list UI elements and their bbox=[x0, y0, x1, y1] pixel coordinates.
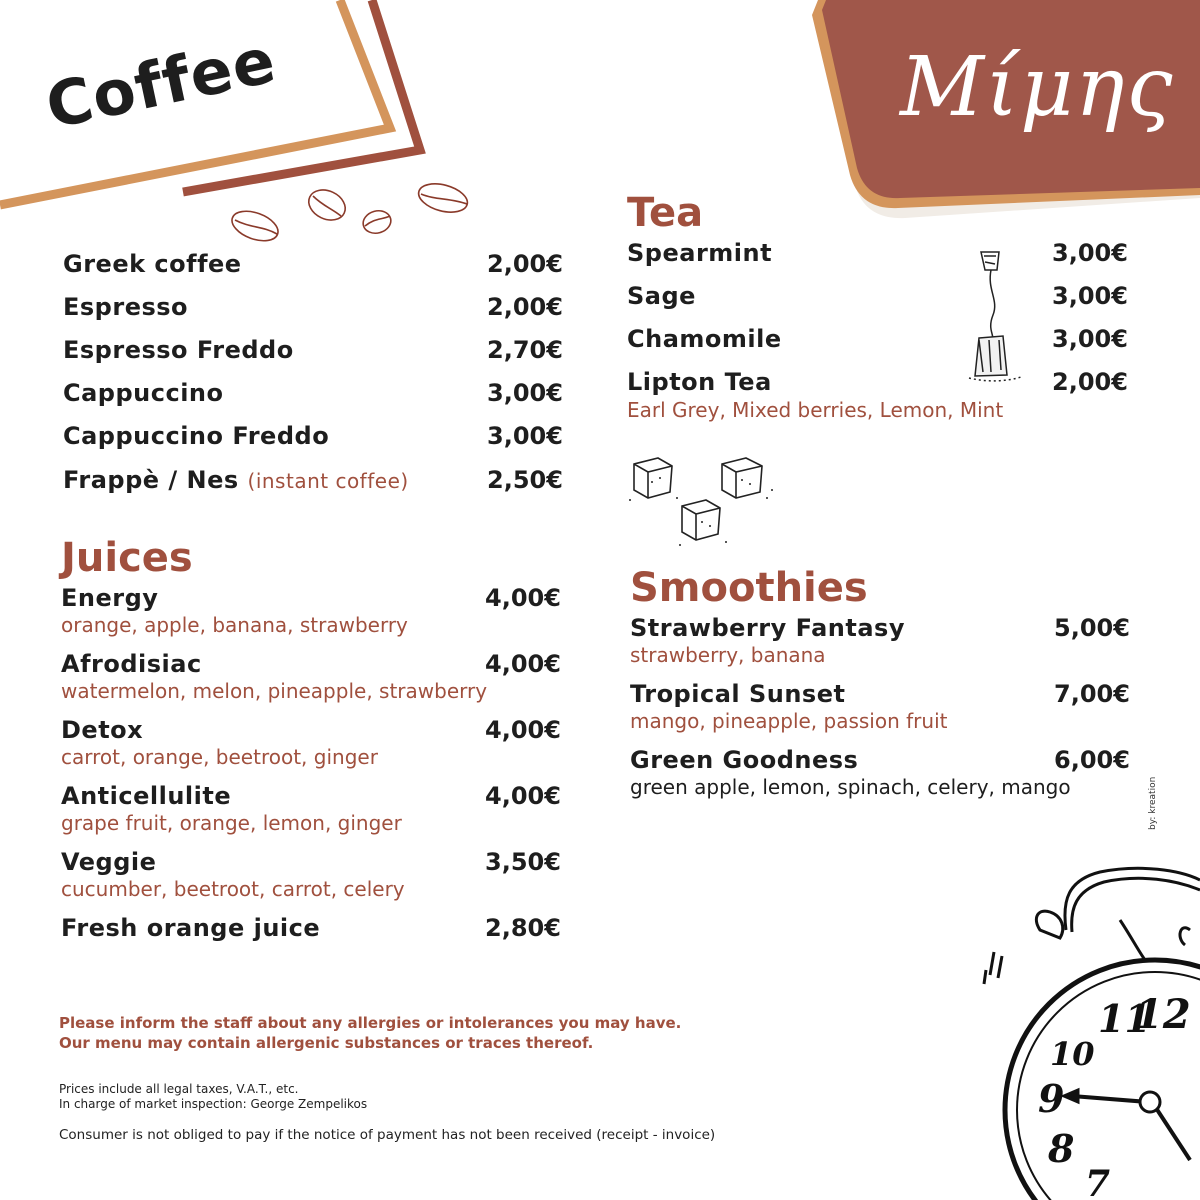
coffee-item-name: Espresso bbox=[63, 293, 189, 321]
tea-item-price: 2,00€ bbox=[1052, 368, 1128, 396]
juices-title: Juices bbox=[61, 535, 193, 581]
smoothie-item-desc: mango, pineapple, passion fruit bbox=[630, 709, 948, 733]
coffee-title: Coffee bbox=[39, 23, 283, 144]
coffee-beans-icon bbox=[225, 178, 475, 248]
coffee-item-name: Espresso Freddo bbox=[63, 336, 294, 364]
svg-text:10: 10 bbox=[1050, 1035, 1095, 1073]
juice-item-desc: cucumber, beetroot, carrot, celery bbox=[61, 877, 405, 901]
smoothie-item-name: Strawberry Fantasy bbox=[630, 614, 905, 642]
juice-item-desc: grape fruit, orange, lemon, ginger bbox=[61, 811, 402, 835]
svg-text:9: 9 bbox=[1038, 1076, 1065, 1121]
coffee-item-price: 2,70€ bbox=[487, 336, 563, 364]
smoothie-item-name: Tropical Sunset bbox=[630, 680, 846, 708]
juice-item-name: Detox bbox=[61, 716, 144, 744]
juice-item-desc: orange, apple, banana, strawberry bbox=[61, 613, 408, 637]
tea-item-price: 3,00€ bbox=[1052, 239, 1128, 267]
alarm-clock-icon bbox=[980, 860, 1200, 1200]
smoothie-item-price: 7,00€ bbox=[1054, 680, 1130, 708]
juice-item-name: Fresh orange juice bbox=[61, 914, 321, 942]
smoothie-item-desc: strawberry, banana bbox=[630, 643, 826, 667]
coffee-item-frappe bbox=[63, 466, 409, 494]
smoothies-title: Smoothies bbox=[630, 565, 868, 611]
coffee-item-price: 3,00€ bbox=[487, 422, 563, 450]
juice-item-name: Veggie bbox=[61, 848, 157, 876]
coffee-item-name: Greek coffee bbox=[63, 250, 242, 278]
tea-item-name: Spearmint bbox=[627, 239, 773, 267]
tea-item-name: Sage bbox=[627, 282, 696, 310]
coffee-item-name: Cappuccino bbox=[63, 379, 224, 407]
juice-item-price: 4,00€ bbox=[485, 716, 561, 744]
tea-bag-icon bbox=[965, 240, 1025, 385]
sugar-cubes-icon bbox=[622, 450, 782, 555]
allergy-line-1: Please inform the staff about any allergies or intolerances you may have. bbox=[59, 1014, 682, 1032]
juice-item-price: 3,50€ bbox=[485, 848, 561, 876]
tea-item-name: Chamomile bbox=[627, 325, 782, 353]
juice-item-price: 4,00€ bbox=[485, 650, 561, 678]
juice-item-desc: carrot, orange, beetroot, ginger bbox=[61, 745, 378, 769]
coffee-item-price: 3,00€ bbox=[487, 379, 563, 407]
legal-line-2: In charge of market inspection: George Zempelikos bbox=[59, 1097, 368, 1111]
tea-item-price: 3,00€ bbox=[1052, 282, 1128, 310]
tea-item-price: 3,00€ bbox=[1052, 325, 1128, 353]
juice-item-name: Energy bbox=[61, 584, 159, 612]
coffee-item-note: (instant coffee) bbox=[247, 469, 409, 493]
juice-item-price: 2,80€ bbox=[485, 914, 561, 942]
coffee-item-price: 2,00€ bbox=[487, 250, 563, 278]
coffee-item-price: 2,50€ bbox=[487, 466, 563, 494]
juice-item-price: 4,00€ bbox=[485, 584, 561, 612]
coffee-item-name: Cappuccino Freddo bbox=[63, 422, 330, 450]
brand-name: Μίμης bbox=[900, 40, 1175, 135]
allergy-notice bbox=[59, 1013, 681, 1053]
coffee-item-name: Frappè / Nes bbox=[63, 466, 239, 494]
svg-text:8: 8 bbox=[1048, 1126, 1075, 1171]
designer-credit: by: kreation bbox=[1148, 776, 1158, 830]
juice-item-name: Afrodisiac bbox=[61, 650, 202, 678]
juice-item-desc: watermelon, melon, pineapple, strawberry bbox=[61, 679, 488, 703]
smoothie-item-name: Green Goodness bbox=[630, 746, 859, 774]
tea-title: Tea bbox=[627, 190, 704, 236]
svg-text:11: 11 bbox=[1098, 996, 1151, 1041]
svg-text:7: 7 bbox=[1085, 1163, 1111, 1200]
tea-item-name: Lipton Tea bbox=[627, 368, 772, 396]
juice-item-price: 4,00€ bbox=[485, 782, 561, 810]
legal-line-1: Prices include all legal taxes, V.A.T., etc. bbox=[59, 1082, 299, 1096]
consumer-notice: Consumer is not obliged to pay if the notice of payment has not been received (receipt - invoice) bbox=[59, 1127, 716, 1143]
smoothie-item-desc: green apple, lemon, spinach, celery, mango bbox=[630, 775, 1071, 799]
coffee-item-price: 2,00€ bbox=[487, 293, 563, 321]
svg-text:12: 12 bbox=[1135, 991, 1191, 1038]
allergy-line-2: Our menu may contain allergenic substances or traces thereof. bbox=[59, 1034, 594, 1052]
juice-item-name: Anticellulite bbox=[61, 782, 232, 810]
smoothie-item-price: 6,00€ bbox=[1054, 746, 1130, 774]
tea-item-desc: Earl Grey, Mixed berries, Lemon, Mint bbox=[627, 398, 1004, 422]
smoothie-item-price: 5,00€ bbox=[1054, 614, 1130, 642]
